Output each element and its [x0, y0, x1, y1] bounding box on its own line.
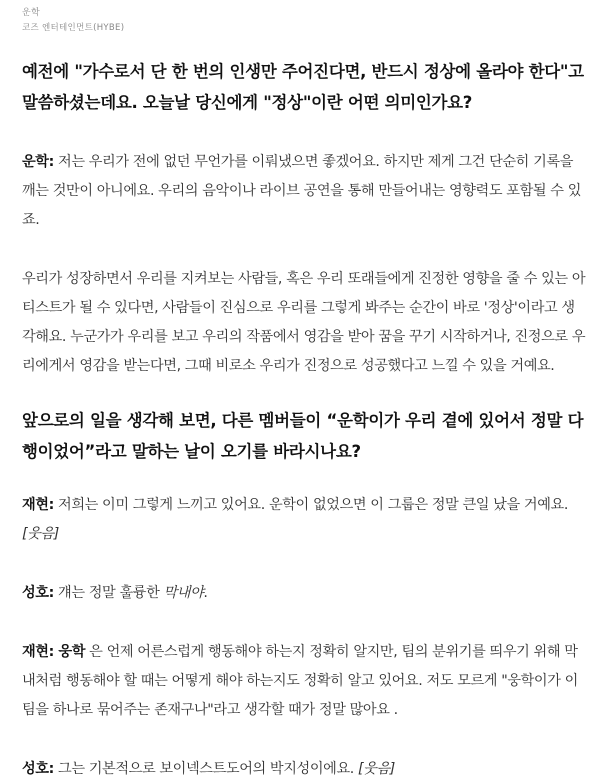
answer-text: 은 언제 어른스럽게 행동해야 하는지 정확히 알지만, 팀의 분위기를 띄우기 위해 막내처럼 행동해야 할 때는 어떻게 해야 하는지도 정확히 알고 있어요. 저도 모르게 "웅학이가 이 팀을 하나로 묶어주는 존재구나"라고 생각할 때가 정말 많아요 . — [22, 644, 578, 718]
answer-5 — [22, 755, 588, 784]
speaker-name: 운학: — [22, 154, 54, 170]
speaker-name: 성호: — [22, 761, 54, 777]
answer-1 — [22, 148, 588, 235]
credit-name: 운학 — [22, 8, 40, 18]
answer-text: 저는 우리가 전에 없던 무언가를 이뤄냈으면 좋겠어요. 하지만 제게 그건 단순히 기록을 깨는 것만이 아니에요. 우리의 음악이나 라이브 공연을 통해 만들어내는 영향력도 포함될 수 있죠. — [22, 154, 582, 228]
interview-question-2: 앞으로의 일을 생각해 보면, 다른 멤버들이 “운학이가 우리 곁에 있어서 정말 다행이었어”라고 말하는 날이 오기를 바라시나요? — [22, 411, 584, 461]
laugh-note: [웃음] — [358, 761, 395, 777]
speaker-name: 재현: — [22, 497, 54, 513]
speaker-name: 재현: 웅학 — [22, 644, 86, 660]
laugh-note: [웃음] — [22, 526, 59, 542]
answer-3 — [22, 579, 588, 608]
emphasis-text: 막내야 — [163, 585, 204, 601]
answer-text: 걔는 정말 훌륭한 — [58, 585, 160, 601]
credit-source: 코즈 엔터테인먼트(HYBE) — [22, 23, 125, 33]
answer-text: 저희는 이미 그렇게 느끼고 있어요. 운학이 없었으면 이 그룹은 정말 큰일 났을 거예요. — [58, 497, 568, 513]
answer-text: 그는 기본적으로 보이넥스트도어의 박지성이에요. — [58, 761, 354, 777]
speaker-name: 성호: — [22, 585, 54, 601]
photo-credit — [22, 6, 588, 36]
answer-4 — [22, 638, 588, 725]
answer-2 — [22, 491, 588, 549]
answer-trail: . — [203, 585, 208, 601]
interview-question-1: 예전에 "가수로서 단 한 번의 인생만 주어진다면, 반드시 정상에 올라야 한다"고 말씀하셨는데요. 오늘날 당신에게 "정상"이란 어떤 의미인가요? — [22, 62, 584, 112]
paragraph-1: 우리가 성장하면서 우리를 지켜보는 사람들, 혹은 우리 또래들에게 진정한 영향을 줄 수 있는 아티스트가 될 수 있다면, 사람들이 진심으로 우리를 그렇게 봐주는 순간이 바로 '정상'이라고 생각해요. 누군가가 우리를 보고 우리의 작품에서 영감을 받아 꿈을 꾸기 시작하거나, 진정으로 우리에게서 영감을 받는다면, 그때 비로소 우리가 진정으로 성공했다고 느낄 수 있을 거예요. — [22, 271, 586, 374]
